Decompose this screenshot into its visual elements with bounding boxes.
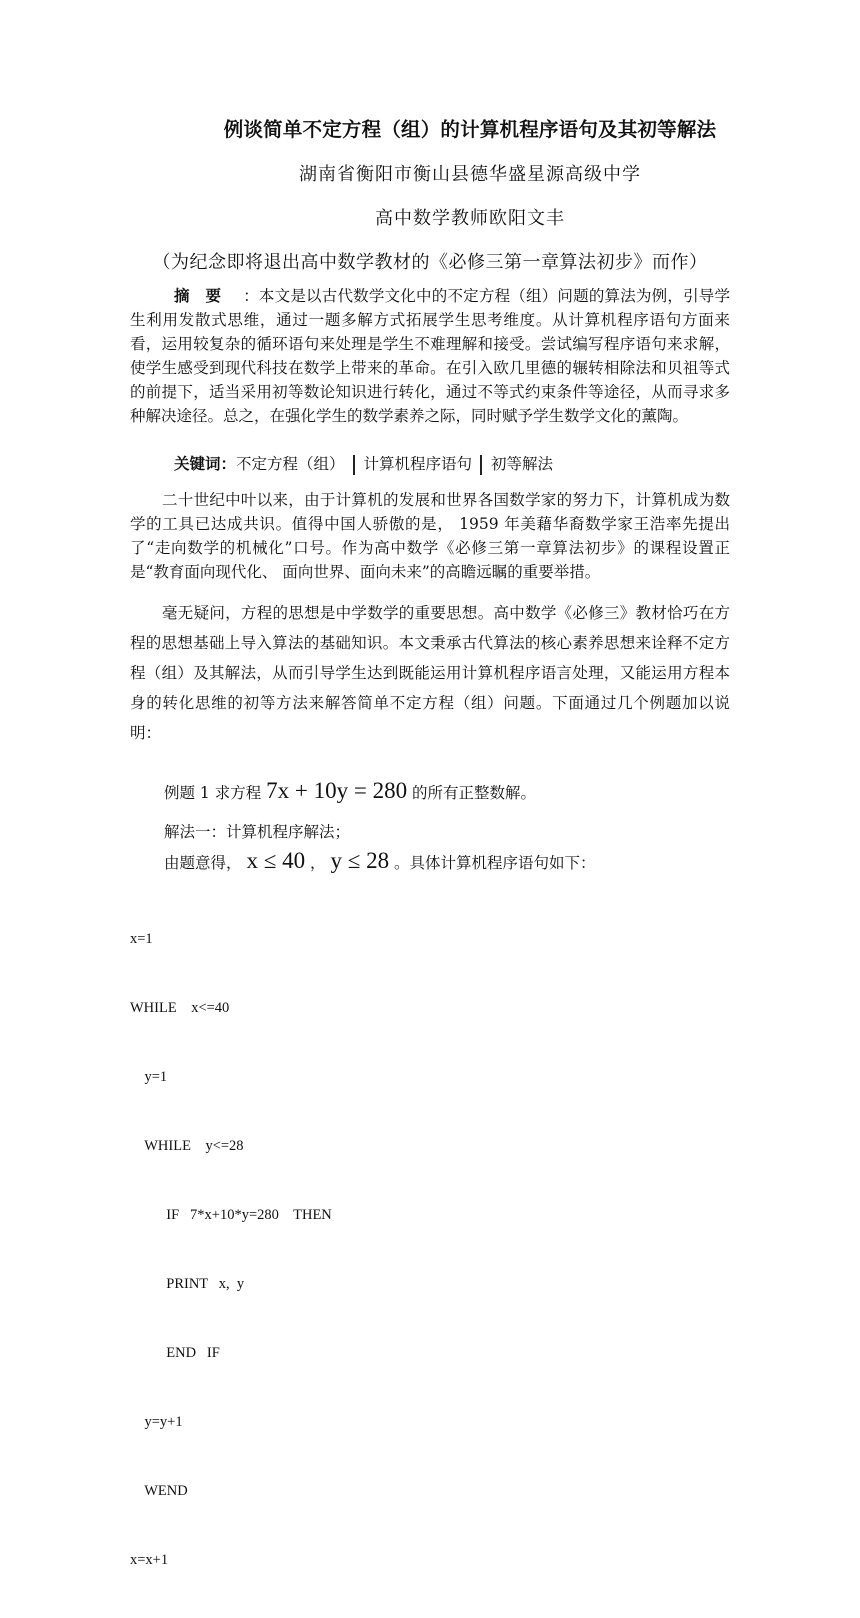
author-school: 湖南省衡阳市衡山县德华盛星源高级中学 [299, 164, 641, 185]
keywords-label: 关键词： [174, 455, 237, 473]
code-line: WEND [130, 1483, 188, 1499]
code-line: END IF [130, 1345, 220, 1361]
constraint-suffix: 。具体计算机程序语句如下： [394, 854, 596, 872]
keywords-line [130, 452, 730, 476]
keyword-item: 初等解法 [491, 455, 554, 473]
article-title: 例谈简单不定方程（组）的计算机程序语句及其初等解法 [223, 118, 717, 141]
intro-paragraph-1: 二十世纪中叶以来，由于计算机的发展和世界各国数学家的努力下，计算机成为数学的工具已达成共识。值得中国人骄傲的是， 1959 年美藉华裔数学家王浩率先提出了“走向数学的机械化”口号。作为高中数学《必修三第一章算法初步》的课程设置正是“教育面向现代化、 面向世界、面向未来”的高瞻远瞩的重要举措。 [130, 491, 730, 581]
code-line: IF 7*x+10*y=280 THEN [130, 1207, 332, 1223]
code-line: PRINT x, y [130, 1276, 245, 1292]
code-line: y=1 [130, 1069, 168, 1085]
example-1-equation: 7x + 10y = 280 [266, 778, 408, 803]
constraint-prefix: 由题意得， [164, 854, 242, 872]
keyword-separator [480, 455, 482, 475]
example-1-suffix: 的所有正整数解。 [412, 784, 537, 802]
constraint-x: x ≤ 40 [246, 848, 306, 873]
code-line: x=x+1 [130, 1552, 169, 1568]
constraint-y: y ≤ 28 [330, 848, 390, 873]
code-line: y=y+1 [130, 1414, 183, 1430]
dedication-note: （为纪念即将退出高中数学教材的《必修三第一章算法初步》而作） [152, 252, 708, 273]
keyword-separator [353, 455, 355, 475]
example-1-prefix: 例题 1 求方程 [164, 784, 262, 802]
example-1-statement [164, 778, 536, 804]
solution-method-1: 解法一：计算机程序解法； [164, 823, 351, 841]
constraint-separator: ， [310, 854, 326, 872]
code-line: WHILE x<=40 [130, 1000, 230, 1016]
code-line: x=1 [130, 931, 153, 947]
intro-paragraph-2: 毫无疑问，方程的思想是中学数学的重要思想。高中数学《必修三》教材恰巧在方程的思想基础上导入算法的基础知识。本文秉承古代算法的核心素养思想来诠释不定方程（组）及其解法，从而引导学生达到既能运用计算机程序语言处理，又能运用方程本身的转化思维的初等方法来解答简单不定方程（组）问题。下面通过几个例题加以说明： [130, 604, 730, 742]
keyword-item: 不定方程（组） [236, 455, 345, 473]
abstract-text: ：本文是以古代数学文化中的不定方程（组）问题的算法为例，引导学生利用发散式思维，通过一题多解方式拓展学生思考维度。从计算机程序语句方面来看，运用较复杂的循环语句来处理是学生不难理解和接受。尝试编写程序语句来求解，使学生感受到现代科技在数学上带来的革命。在引入欧几里德的辗转相除法和贝祖等式的前提下，适当采用初等数论知识进行转化，通过不等式约束条件等途径，从而寻求多种解决途径。总之，在强化学生的数学素养之际，同时赋予学生数学文化的薰陶。 [130, 287, 730, 425]
code-line: WHILE y<=28 [130, 1138, 244, 1154]
abstract-label: 摘要 [174, 287, 238, 305]
program-code-block [130, 882, 332, 1618]
constraint-line [164, 848, 596, 874]
abstract-paragraph [130, 284, 730, 428]
keyword-item: 计算机程序语句 [363, 455, 473, 473]
author-teacher: 高中数学教师欧阳文丰 [375, 208, 565, 229]
